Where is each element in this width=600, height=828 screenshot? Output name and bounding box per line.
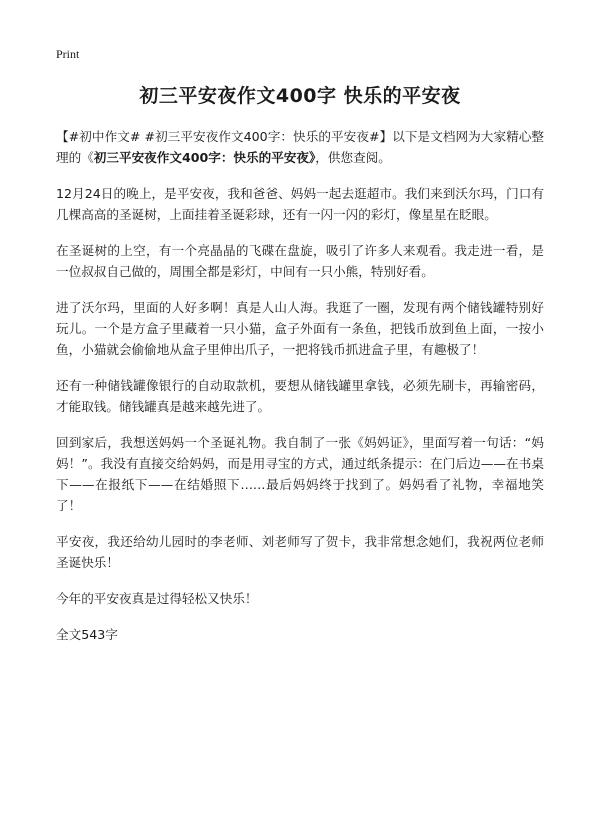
body-paragraph-6: 平安夜，我还给幼儿园时的李老师、刘老师写了贺卡，我非常想念她们，我祝两位老师圣诞快乐！ (56, 534, 544, 570)
intro-tags[interactable]: 【#初中作文# #初三平安夜作文400字：快乐的平安夜#】 (56, 129, 393, 144)
body-paragraph-4: 还有一种储钱罐像银行的自动取款机，要想从储钱罐里拿钱，必须先刷卡，再输密码，才能取钱。储钱罐真是越来越先进了。 (56, 378, 544, 414)
body-paragraph-3: 进了沃尔玛，里面的人好多啊！真是人山人海。我逛了一圈，发现有两个储钱罐特别好玩儿。一个是方盒子里藏着一只小猫，盒子外面有一条鱼，把钱币放到鱼上面，一按小鱼，小猫就会偷偷地从盒子里伸出爪子，一把将钱币抓进盒子里，有趣极了！ (56, 300, 544, 357)
open-quote: 《 (81, 150, 94, 165)
close-quote: 》 (308, 150, 316, 165)
intro-link-title: 初三平安夜作文400字：快乐的平安夜 (93, 150, 309, 165)
body-paragraph-5: 回到家后，我想送妈妈一个圣诞礼物。我自制了一张《妈妈证》，里面写着一句话：“妈妈！”。我没有直接交给妈妈，而是用寻宝的方式，通过纸条提示：在门后边——在书桌下——在报纸下——在结婚照下……最后妈妈终于找到了。妈妈看了礼物，幸福地笑了！ (56, 435, 544, 513)
body-paragraph-1: 12月24日的晚上，是平安夜，我和爸爸、妈妈一起去逛超市。我们来到沃尔玛，门口有几棵高高的圣诞树，上面挂着圣诞彩球，还有一闪一闪的彩灯，像星星在眨眼。 (56, 186, 544, 222)
print-link[interactable]: Print (56, 47, 80, 61)
body-paragraph-2: 在圣诞树的上空，有一个亮晶晶的飞碟在盘旋，吸引了许多人来观看。我走进一看，是一位叔叔自己做的，周围全都是彩灯，中间有一只小熊，特别好看。 (56, 243, 544, 279)
intro-text-after: ，供您查阅。 (315, 150, 391, 165)
intro-paragraph (56, 126, 544, 168)
intro-article-link[interactable] (81, 150, 315, 165)
body-paragraph-7: 今年的平安夜真是过得轻松又快乐！ (56, 591, 258, 606)
document-title: 初三平安夜作文400字 快乐的平安夜 (139, 85, 461, 107)
intro-text-before: 以下是文档网为大家精心整理的 (56, 129, 545, 165)
word-count: 全文543字 (56, 627, 118, 642)
